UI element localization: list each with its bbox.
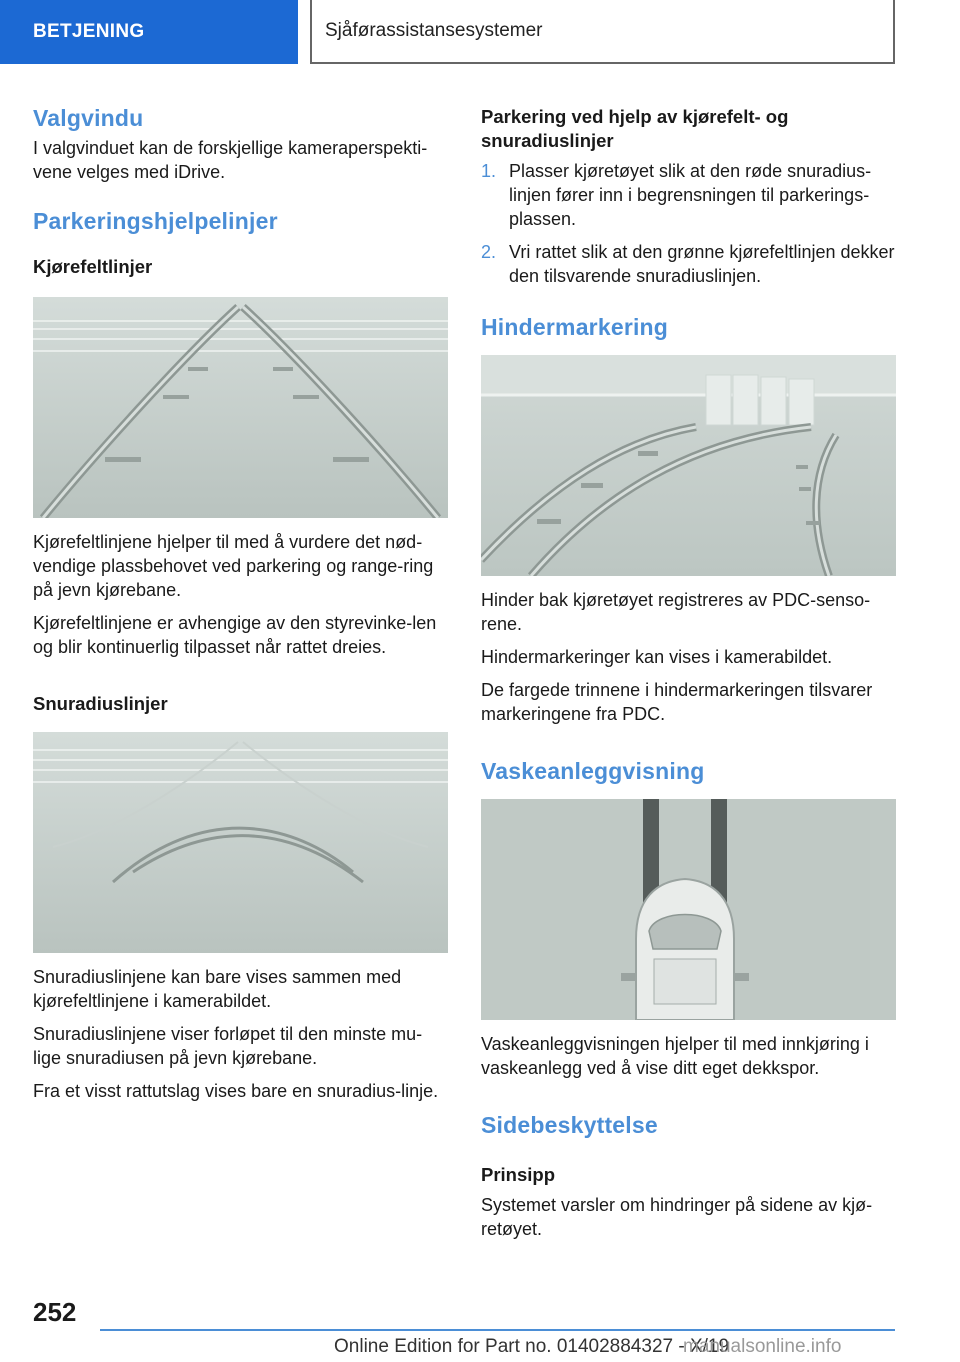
- snuradiuslinjer-text-3: Fra et visst rattutslag vises bare en snuradius-linje.: [33, 1081, 439, 1101]
- step-number: 1.: [481, 161, 497, 181]
- heading-snuradiuslinjer: Snuradiuslinjer: [33, 693, 168, 714]
- heading-valgvindu: Valgvindu: [33, 105, 144, 131]
- lane-lines-illustration: [33, 297, 448, 518]
- sidebeskyttelse-text-1: Systemet varsler om hindringer på sidene av kjø-retøyet.: [481, 1195, 873, 1239]
- step-text: Vri rattet slik at den grønne kjørefeltlinjen dekker den tilsvarende snuradiuslinjen.: [509, 242, 895, 286]
- turning-radius-illustration: [33, 732, 448, 953]
- vaskeanlegg-text-1: Vaskeanleggvisningen hjelper til med innkjøring i vaskeanlegg ved å vise ditt eget dekkspor.: [481, 1034, 869, 1078]
- kjorefeltlinjer-text-1: Kjørefeltlinjene hjelper til med å vurdere det nød-vendige plassbehovet ved parkering og range-ring på jevn kjørebane.: [33, 532, 434, 600]
- footer-divider: [100, 1329, 895, 1331]
- hindermarkering-text-1: Hinder bak kjøretøyet registreres av PDC-senso-rene.: [481, 590, 871, 634]
- parking-steps: [481, 159, 896, 288]
- left-column: [33, 100, 448, 1103]
- hindermarkering-text-2: Hindermarkeringer kan vises i kamerabildet.: [481, 647, 833, 667]
- heading-sidebeskyttelse: Sidebeskyttelse: [481, 1112, 658, 1138]
- footer-edition: Online Edition for Part no. 01402884327 - X/19: [334, 1336, 730, 1357]
- chapter-header: [311, 0, 895, 64]
- heading-prinsipp: Prinsipp: [481, 1164, 556, 1185]
- heading-kjorefeltlinjer: Kjørefeltlinjer: [33, 256, 153, 277]
- valgvindu-text: I valgvinduet kan de forskjellige kameraperspekti-vene velges med iDrive.: [33, 138, 428, 182]
- heading-parkeringshjelpelinjer: Parkeringshjelpelinjer: [33, 208, 278, 234]
- right-column: [481, 100, 896, 1241]
- hindermarkering-text-3: De fargede trinnene i hindermarkeringen tilsvarer markeringene fra PDC.: [481, 680, 873, 724]
- heading-hindermarkering: Hindermarkering: [481, 314, 669, 340]
- heading-parkering: Parkering ved hjelp av kjørefelt- og snuradiuslinjer: [481, 106, 789, 151]
- section-tab: [0, 0, 298, 64]
- step-text: Plasser kjøretøyet slik at den røde snuradius-linjen fører inn i begrensningen til parkerings-plassen.: [509, 161, 872, 229]
- step-item: [481, 159, 896, 231]
- section-label: BETJENING: [33, 21, 145, 42]
- chapter-label: Sjåførassistansesystemer: [325, 20, 543, 41]
- heading-vaskeanlegg: Vaskeanleggvisning: [481, 758, 705, 784]
- page-number: 252: [33, 1297, 77, 1327]
- footer-watermark: manualsonline.info: [683, 1336, 842, 1357]
- step-item: [481, 240, 896, 288]
- step-number: 2.: [481, 242, 497, 262]
- kjorefeltlinjer-text-2: Kjørefeltlinjene er avhengige av den styrevinke-len og blir kontinuerlig tilpasset når rattet dreies.: [33, 613, 437, 657]
- snuradiuslinjer-text-2: Snuradiuslinjene viser forløpet til den minste mu-lige snuradiusen på jevn kjørebane.: [33, 1024, 423, 1068]
- snuradiuslinjer-text-1: Snuradiuslinjene kan bare vises sammen med kjørefeltlinjene i kamerabildet.: [33, 967, 402, 1011]
- car-wash-illustration: [481, 799, 896, 1020]
- obstacle-marking-illustration: [481, 355, 896, 576]
